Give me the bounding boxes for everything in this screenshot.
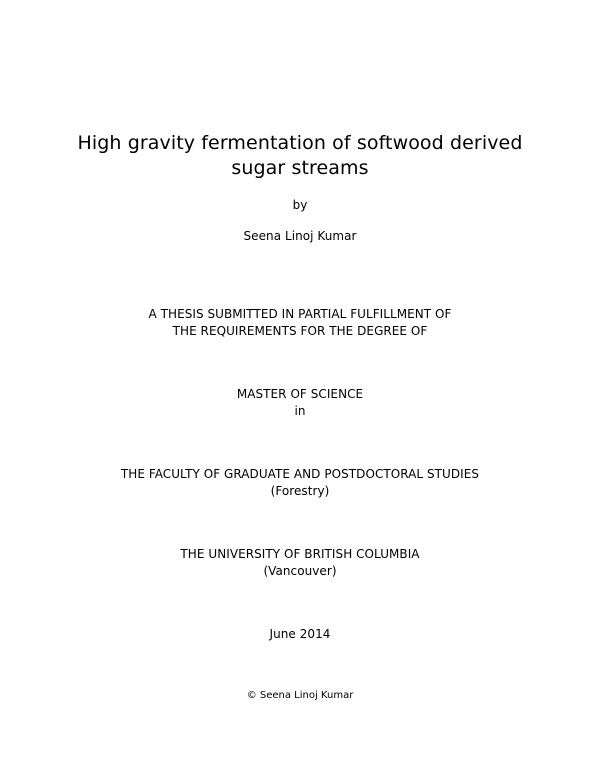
university-name: THE UNIVERSITY OF BRITISH COLUMBIA — [180, 547, 420, 561]
campus-name: (Vancouver) — [263, 564, 337, 578]
author-name: Seena Linoj Kumar — [243, 229, 357, 243]
by-label: by — [292, 198, 308, 212]
thesis-title-line-1: High gravity fermentation of softwood derived — [77, 132, 523, 154]
thesis-statement-line-1: A THESIS SUBMITTED IN PARTIAL FULFILLMENT OF — [148, 307, 452, 321]
copyright-notice: © Seena Linoj Kumar — [246, 690, 354, 701]
thesis-title-line-2: sugar streams — [231, 157, 369, 179]
department-name: (Forestry) — [270, 484, 330, 498]
faculty-name: THE FACULTY OF GRADUATE AND POSTDOCTORAL STUDIES — [120, 467, 480, 481]
thesis-statement-line-2: THE REQUIREMENTS FOR THE DEGREE OF — [172, 324, 428, 338]
in-label: in — [294, 404, 306, 418]
submission-date: June 2014 — [269, 627, 331, 641]
degree-name: MASTER OF SCIENCE — [236, 387, 364, 401]
